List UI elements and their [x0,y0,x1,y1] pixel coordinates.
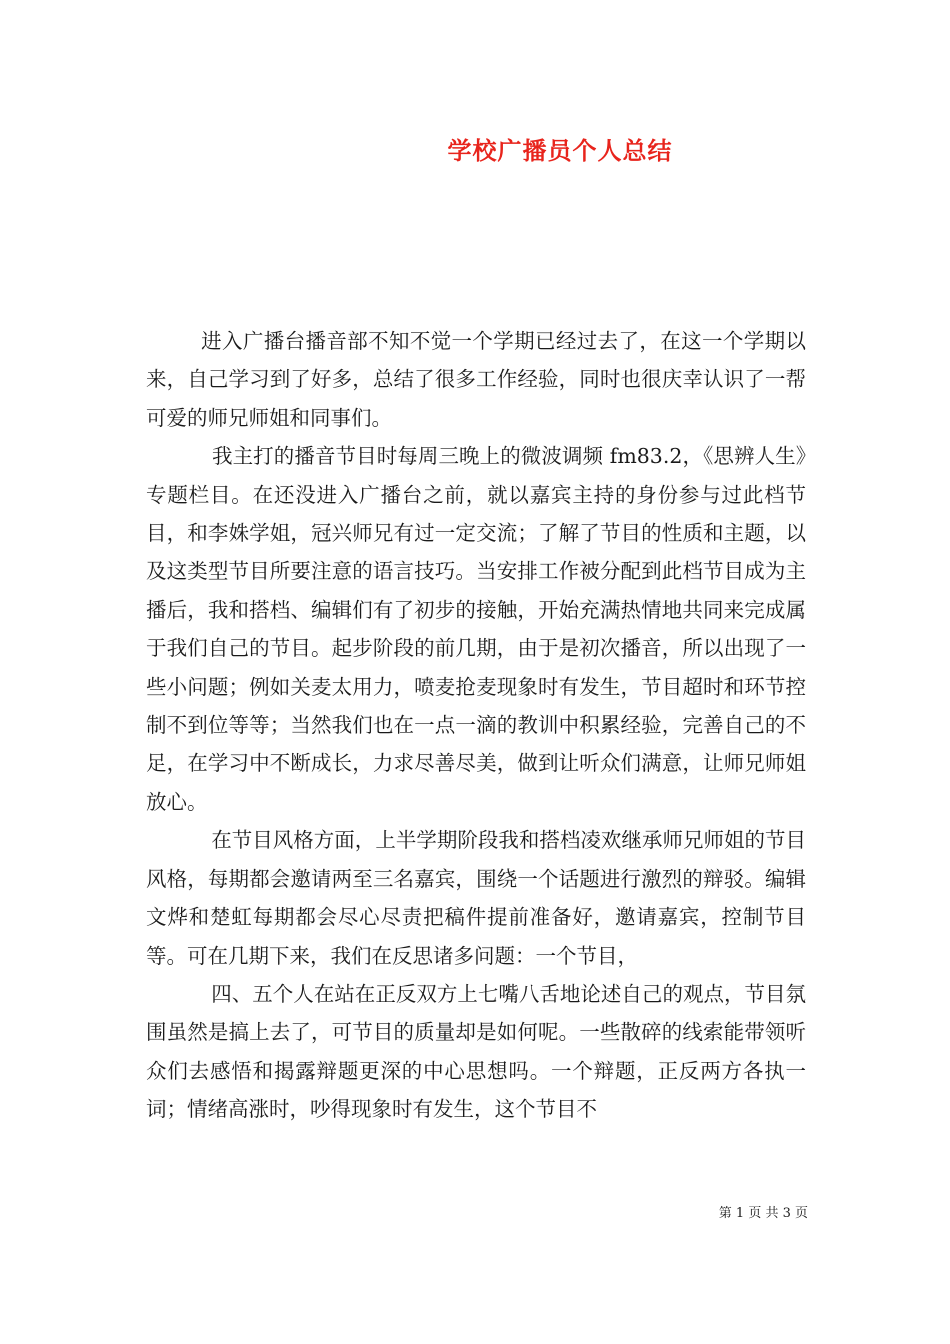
paragraph-1: 进入广播台播音部不知不觉一个学期已经过去了，在这一个学期以来，自己学习到了好多，总结了很多工作经验，同时也很庆幸认识了一帮可爱的师兄师姐和同事们。 [146,329,806,430]
document-title: 学校广播员个人总结 [447,136,673,165]
page-number-footer: 第 1 页 共 3 页 [718,1206,808,1221]
paragraph-3: 在节目风格方面，上半学期阶段我和搭档凌欢继承师兄师姐的节目风格，每期都会邀请两至三名嘉宾，围绕一个话题进行激烈的辩驳。编辑文烨和楚虹每期都会尽心尽责把稿件提前准备好，邀请嘉宾，控制节目等。可在几期下来，我们在反思诸多问题：一个节目， [146,828,806,968]
paragraph-2: 我主打的播音节目时每周三晚上的微波调频 fm83.2，《思辨人生》专题栏目。在还没进入广播台之前，就以嘉宾主持的身份参与过此档节目，和李姝学姐，冠兴师兄有过一定交流；了解了节目的性质和主题，以及这类型节目所要注意的语言技巧。当安排工作被分配到此档节目成为主播后，我和搭档、编辑们有了初步的接触，开始充满热情地共同来完成属于我们自己的节目。起步阶段的前几期，由于是初次播音，所以出现了一些小问题；例如关麦太用力，喷麦抢麦现象时有发生，节目超时和环节控制不到位等等；当然我们也在一点一滴的教训中积累经验，完善自己的不足，在学习中不断成长，力求尽善尽美，做到让听众们满意，让师兄师姐放心。 [146,444,806,814]
document-body [146,322,806,1129]
paragraph-4: 四、五个人在站在正反双方上七嘴八舌地论述自己的观点，节目氛围虽然是搞上去了，可节目的质量却是如何呢。一些散碎的线索能带领听众们去感悟和揭露辩题更深的中心思想吗。一个辩题，正反两方各执一词；情绪高涨时，吵得现象时有发生，这个节目不 [146,981,806,1122]
